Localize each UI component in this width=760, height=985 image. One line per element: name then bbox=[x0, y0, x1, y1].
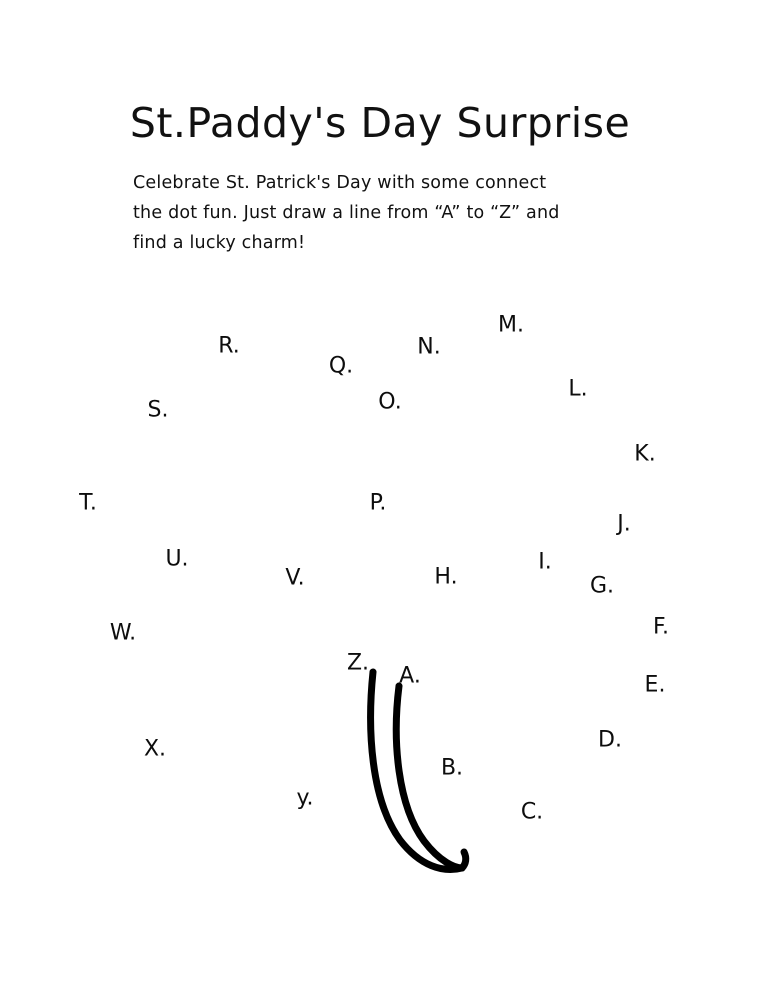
dot-label: W. bbox=[109, 620, 137, 646]
dot-label: N. bbox=[417, 334, 441, 360]
dot-label: K. bbox=[634, 441, 656, 467]
instructions-line-1: Celebrate St. Patrick's Day with some connect bbox=[133, 173, 547, 193]
dot-label: R. bbox=[218, 333, 240, 359]
dot-label: C. bbox=[520, 799, 544, 825]
dot-label: Q. bbox=[328, 353, 354, 379]
dot-label: I. bbox=[538, 549, 552, 575]
page-title: St.Paddy's Day Surprise bbox=[129, 99, 631, 148]
dot-label: D. bbox=[598, 727, 622, 753]
instructions-line-3: find a lucky charm! bbox=[133, 233, 306, 253]
dot-label: A. bbox=[399, 663, 421, 689]
instructions-line-2: the dot fun. Just draw a line from “A” to “Z” and bbox=[133, 203, 560, 223]
dot-label: O. bbox=[378, 389, 402, 415]
dot-label: S. bbox=[147, 397, 169, 423]
dot-label: X. bbox=[143, 736, 167, 762]
dot-label: V. bbox=[285, 565, 305, 591]
dot-label: T. bbox=[79, 490, 97, 516]
dot-label: F. bbox=[652, 614, 670, 640]
dot-label: M. bbox=[498, 312, 524, 338]
dot-label: y. bbox=[296, 785, 314, 811]
dot-label: G. bbox=[589, 573, 615, 599]
dot-label: J. bbox=[617, 511, 631, 537]
dot-label: B. bbox=[440, 755, 464, 781]
dot-label: H. bbox=[434, 564, 458, 590]
dot-label: E. bbox=[644, 672, 666, 698]
dot-label: Z. bbox=[346, 650, 370, 676]
dot-label: L. bbox=[568, 376, 588, 402]
dot-label: U. bbox=[165, 546, 189, 572]
dot-label: P. bbox=[369, 490, 387, 516]
